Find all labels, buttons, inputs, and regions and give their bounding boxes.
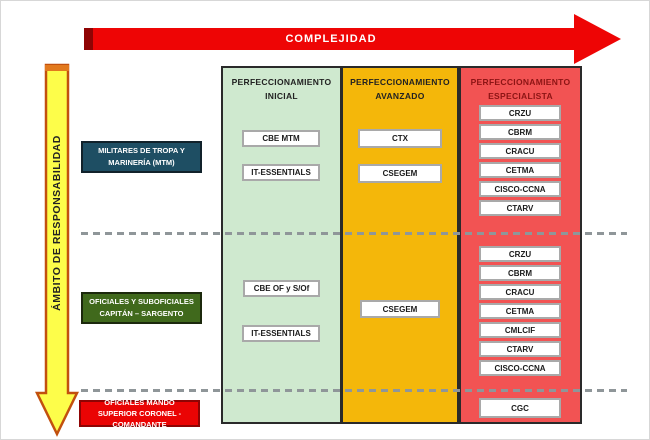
course-box-cetma-mtm: CETMA (479, 162, 561, 178)
course-box-cisco-ccna-of: CISCO-CCNA (479, 360, 561, 376)
course-box-cracu-mtm: CRACU (479, 143, 561, 159)
course-box-cbrm-mtm: CBRM (479, 124, 561, 140)
column-perfeccionamiento-inicial (221, 66, 342, 424)
course-box-cmlcif-of: CMLCIF (479, 322, 561, 338)
column-header-avanzado: PERFECCIONAMIENTO AVANZADO (350, 77, 450, 102)
responsibility-arrow-label: ÁMBITO DE RESPONSABILIDAD (51, 135, 63, 311)
course-box-cracu-of: CRACU (479, 284, 561, 300)
course-box-ctx: CTX (358, 129, 442, 148)
course-box-cetma-of: CETMA (479, 303, 561, 319)
course-box-cbe-mtm: CBE MTM (242, 130, 320, 147)
column-perfeccionamiento-avanzado (342, 66, 459, 424)
section-divider-top (81, 232, 627, 235)
course-box-csegem-of: CSEGEM (360, 300, 440, 318)
row-label-mando-superior: OFICIALES MANDO SUPERIOR CORONEL - COMANDANTE (79, 400, 200, 427)
column-header-especialista: PERFECCIONAMIENTO ESPECIALISTA (470, 77, 571, 102)
course-box-crzu-of: CRZU (479, 246, 561, 262)
course-box-csegem-mtm: CSEGEM (358, 164, 442, 183)
section-divider-bottom (81, 389, 627, 392)
column-header-inicial: PERFECCIONAMIENTO INICIAL (231, 77, 332, 102)
course-box-cbrm-of: CBRM (479, 265, 561, 281)
course-box-cbe-of: CBE OF y S/Of (243, 280, 320, 297)
course-box-ctarv-of: CTARV (479, 341, 561, 357)
course-box-it-essentials-mtm: IT-ESSENTIALS (242, 164, 320, 181)
course-box-it-essentials-of: IT-ESSENTIALS (242, 325, 320, 342)
course-box-cgc: CGC (479, 398, 561, 418)
course-box-crzu-mtm: CRZU (479, 105, 561, 121)
row-label-oficiales-suboficiales: OFICIALES Y SUBOFICIALES CAPITÁN – SARGENTO (81, 292, 202, 324)
course-box-cisco-ccna-mtm: CISCO-CCNA (479, 181, 561, 197)
row-label-mtm: MILITARES DE TROPA Y MARINERÍA (MTM) (81, 141, 202, 173)
course-box-ctarv-mtm: CTARV (479, 200, 561, 216)
complexity-arrow-label: COMPLEJIDAD (285, 33, 377, 45)
